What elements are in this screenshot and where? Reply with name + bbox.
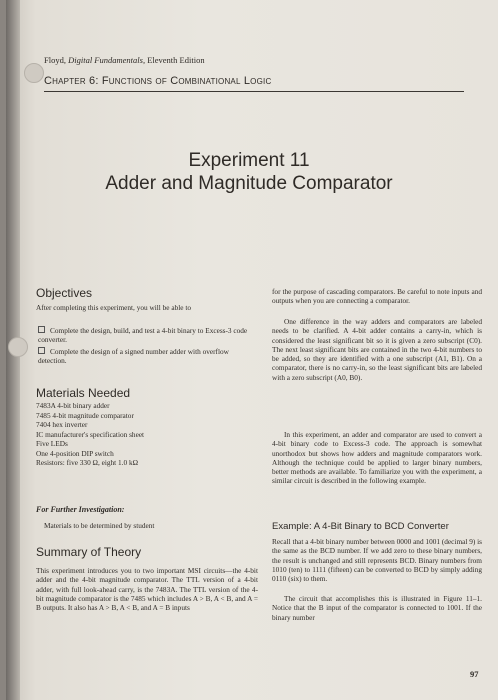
materials-item: 7404 hex inverter	[36, 420, 88, 429]
page-number: 97	[470, 669, 479, 679]
checkbox-icon	[38, 326, 45, 333]
materials-heading: Materials Needed	[36, 386, 131, 400]
header-edition: Eleventh Edition	[147, 55, 205, 65]
summary-heading: Summary of Theory	[36, 545, 142, 559]
materials-item: IC manufacturer's specification sheet	[36, 429, 145, 439]
binder-hole	[24, 63, 44, 83]
example-paragraph-1: Recall that a 4-bit binary number between 0000 and 1001 (decimal 9) is the same as the BCD number. If we add zero to these binary numbers, the result is unchanged and still represents BCD. Binary numbers from 1010 (ten) to 1111 (fifteen) can be converted to BCD by simply adding 0110 (six) to them.	[272, 537, 482, 584]
header-book-title: Digital Fundamentals,	[68, 55, 146, 65]
objectives-heading: Objectives	[36, 286, 93, 300]
example-paragraph-2: The circuit that accomplishes this is illustrated in Figure 11–1. Notice that the B input of the comparator is connected to 1001. If the binary number	[272, 594, 482, 622]
objective-item: Complete the design, build, and test a 4-bit binary to Excess-3 code converter.	[38, 326, 248, 345]
example-heading: Example: A 4-Bit Binary to BCD Converter	[272, 521, 449, 532]
materials-item: Five LEDs	[36, 439, 68, 448]
further-investigation-heading: For Further Investigation:	[36, 505, 125, 514]
experiment-number: Experiment 11	[188, 150, 310, 171]
right-paragraph-2: One difference in the way adders and comparators are labeled needs to be clarified. A 4-bit adder contains a carry-in, which is considered the least significant bit so it is given a zero subscript (C0). The next least significant bits are contained in the two 4-bit numbers to be added, so they are identified with a one subscript (A1, B1). On a comparator, there is no carry-in, so the least significant bits are labeled with a zero subscript (A0, B0).	[272, 317, 482, 382]
materials-item: Resistors: five 330 Ω, eight 1.0 kΩ	[36, 458, 139, 467]
objectives-intro: After completing this experiment, you will be able to	[36, 303, 192, 312]
binder-hole	[8, 337, 28, 357]
checkbox-icon	[38, 347, 45, 354]
right-paragraph-1: for the purpose of cascading comparators. Be careful to note inputs and outputs when you are connecting a comparator.	[272, 287, 482, 306]
materials-list	[36, 401, 144, 468]
header-author: Floyd,	[44, 55, 66, 65]
materials-item: 7483A 4-bit binary adder	[36, 401, 110, 410]
right-paragraph-3: In this experiment, an adder and comparator are used to convert a 4-bit binary code to Excess-3 code. The approach is somewhat unorthodox but shows how adders and magnitude comparators work. Although the technique could be applied to larger binary numbers, better methods are available. To familiarize you with the experiment, a similar circuit is described in the following example.	[272, 430, 482, 486]
summary-text: This experiment introduces you to two important MSI circuits—the 4-bit adder and the 4-bit magnitude comparator. The TTL version of a 4-bit adder, with full look-ahead carry, is the 7483A. The TTL version of the 4-bit magnitude comparator is the 7485 which includes A > B, A < B, and A = B outputs. It also has A > B, A < B, and A = B inputs	[36, 566, 258, 613]
running-header	[44, 55, 205, 65]
materials-item: One 4-position DIP switch	[36, 448, 114, 458]
materials-item: 7485 4-bit magnitude comparator	[36, 410, 134, 420]
header-rule	[44, 91, 464, 92]
further-investigation-text: Materials to be determined by student	[44, 521, 155, 530]
experiment-title: Adder and Magnitude Comparator	[105, 173, 393, 194]
chapter-title: Chapter 6: Functions of Combinational Logic	[44, 75, 272, 87]
objective-item: Complete the design of a signed number adder with overflow detection.	[38, 347, 229, 366]
